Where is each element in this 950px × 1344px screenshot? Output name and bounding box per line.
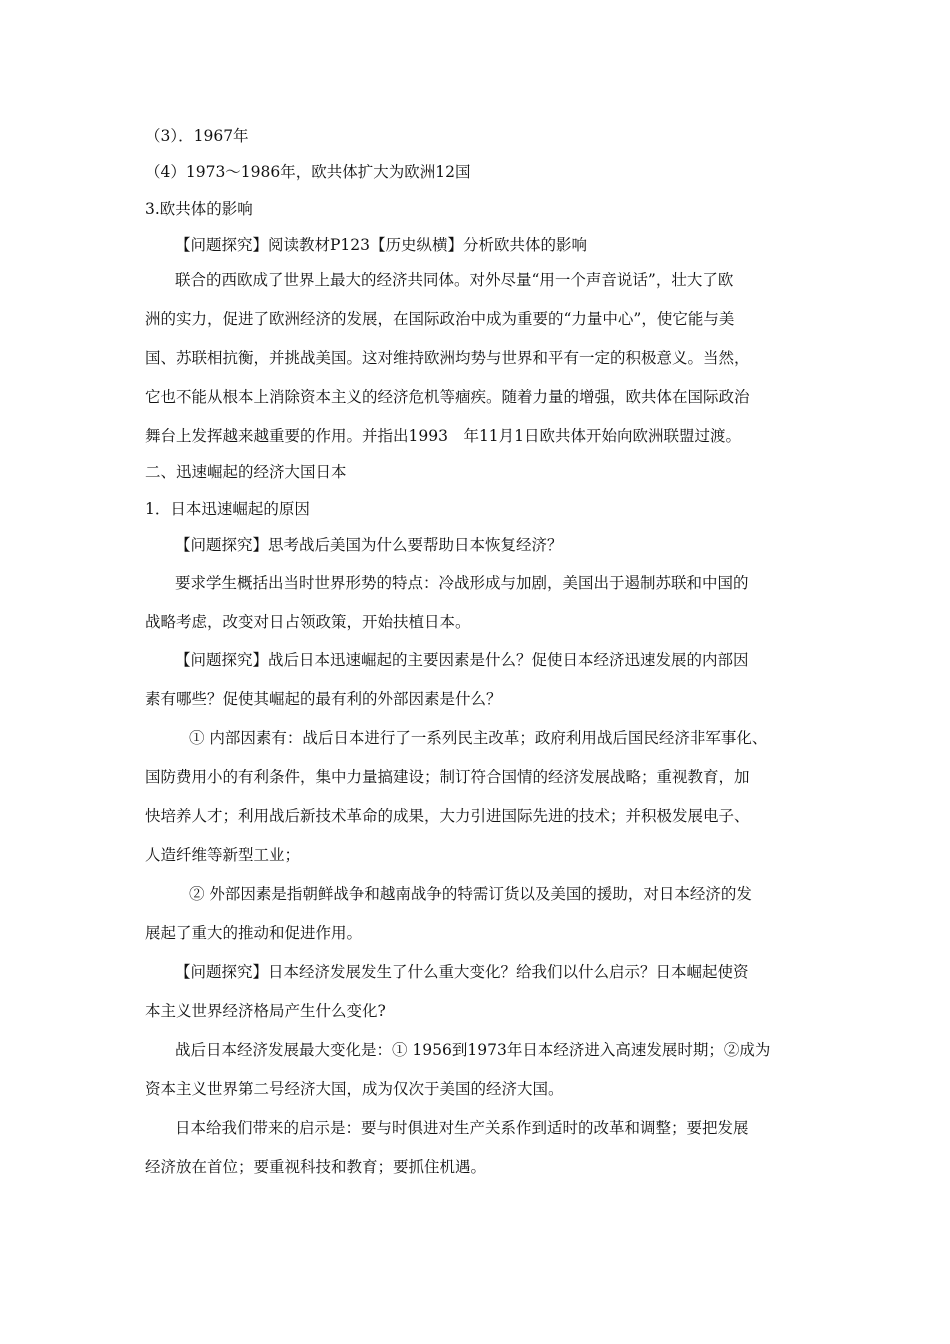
paragraph-line: 资本主义世界第二号经济大国，成为仅次于美国的经济大国。 — [145, 1080, 564, 1098]
paragraph-line: 经济放在首位；要重视科技和教育；要抓住机遇。 — [145, 1158, 487, 1176]
paragraph-line: 素有哪些？促使其崛起的最有利的外部因素是什么？ — [145, 690, 502, 708]
paragraph-line: 本主义世界经济格局产生什么变化? — [145, 1002, 386, 1020]
section-heading-ec-influence: 3.欧共体的影响 — [145, 200, 253, 218]
paragraph-line: 它也不能从根本上消除资本主义的经济危机等痼疾。随着力量的增强，欧共体在国际政治 — [145, 388, 750, 406]
paragraph-line: 战略考虑，改变对日占领政策，开始扶植日本。 — [145, 613, 471, 631]
question-inquiry: 【问题探究】阅读教材P123【历史纵横】分析欧共体的影响 — [175, 236, 588, 254]
question-inquiry: 【问题探究】战后日本迅速崛起的主要因素是什么？促使日本经济迅速发展的内部因 — [175, 651, 749, 669]
paragraph-line: 洲的实力，促进了欧洲经济的发展，在国际政治中成为重要的“力量中心”，使它能与美 — [145, 310, 735, 328]
paragraph-line: ① 内部因素有：战后日本进行了一系列民主改革；政府利用战后国民经济非军事化、 — [189, 729, 768, 747]
question-inquiry: 【问题探究】日本经济发展发生了什么重大变化？给我们以什么启示？日本崛起使资 — [175, 963, 749, 981]
paragraph-line: 要求学生概括出当时世界形势的特点：冷战形成与加剧，美国出于遏制苏联和中国的 — [175, 574, 749, 592]
paragraph-line: 展起了重大的推动和促进作用。 — [145, 924, 363, 942]
paragraph-line: 人造纤维等新型工业； — [145, 846, 301, 864]
paragraph-line: 战后日本经济发展最大变化是：① 1956到1973年日本经济进入高速发展时期；②成为 — [175, 1041, 771, 1059]
paragraph-line: 快培养人才；利用战后新技术革命的成果，大力引进国际先进的技术；并积极发展电子、 — [145, 807, 750, 825]
paragraph-line: ② 外部因素是指朝鲜战争和越南战争的特需订货以及美国的援助，对日本经济的发 — [189, 885, 752, 903]
paragraph-line: 国、苏联相抗衡，并挑战美国。这对维持欧洲均势与世界和平有一定的积极意义。当然， — [145, 349, 750, 367]
paragraph-line: 舞台上发挥越来越重要的作用。并指出1993 年11月1日欧共体开始向欧洲联盟过渡。 — [145, 427, 742, 445]
item-3-year: （3）．1967年 — [145, 127, 249, 145]
question-inquiry: 【问题探究】思考战后美国为什么要帮助日本恢复经济？ — [175, 536, 563, 554]
item-4-expansion: （4）1973～1986年，欧共体扩大为欧洲12国 — [145, 163, 471, 181]
subsection-heading-japan-causes: 1．日本迅速崛起的原因 — [145, 500, 310, 518]
section-heading-japan: 二、迅速崛起的经济大国日本 — [145, 463, 347, 481]
paragraph-line: 联合的西欧成了世界上最大的经济共同体。对外尽量“用一个声音说话”，壮大了欧 — [175, 271, 734, 289]
paragraph-line: 日本给我们带来的启示是：要与时俱进对生产关系作到适时的改革和调整；要把发展 — [175, 1119, 749, 1137]
paragraph-line: 国防费用小的有利条件，集中力量搞建设；制订符合国情的经济发展战略；重视教育，加 — [145, 768, 750, 786]
